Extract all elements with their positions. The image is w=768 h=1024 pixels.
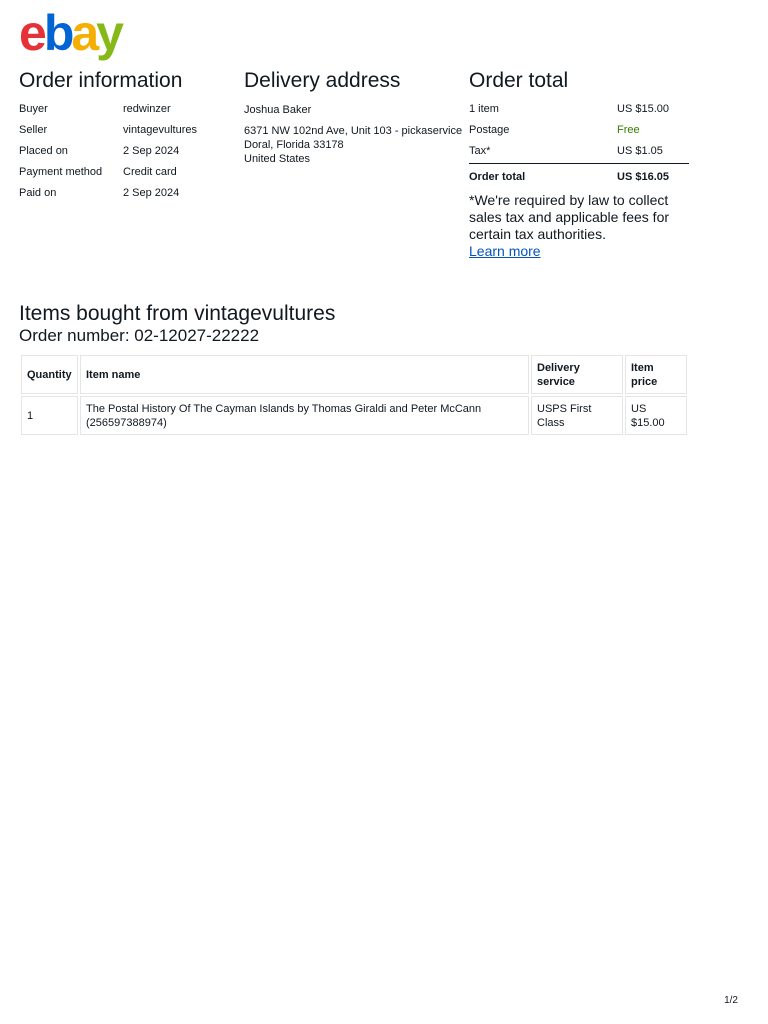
grand-total-row: Order total US $16.05 — [469, 171, 669, 183]
order-information — [19, 68, 197, 208]
order-total-heading: Order total — [469, 69, 569, 92]
info-row: Paid on 2 Sep 2024 — [19, 187, 180, 199]
delivery-address — [244, 68, 462, 166]
address-line: 6371 NW 102nd Ave, Unit 103 - pickaservice — [244, 125, 463, 137]
info-row: Seller vintagevultures — [19, 124, 197, 136]
items-title: Items bought from vintagevultures — [19, 302, 336, 325]
info-row: Payment method Credit card — [19, 166, 177, 178]
price-cell: US $15.00 — [625, 396, 687, 435]
info-row: Buyer redwinzer — [19, 103, 171, 115]
table-header-row — [21, 355, 687, 394]
total-row: 1 item US $15.00 — [469, 103, 669, 115]
ebay-logo: ebay — [19, 5, 121, 61]
table-row — [21, 396, 687, 435]
page-number: 1/2 — [724, 995, 738, 1006]
delivery-cell: USPS First Class — [531, 396, 623, 435]
tax-note: *We're required by law to collect sales tax and applicable fees for certain tax authorities. — [469, 192, 670, 242]
order-number: Order number: 02-12027-22222 — [19, 326, 260, 345]
address-line: Doral, Florida 33178 — [244, 139, 344, 151]
delivery-header: Delivery service — [531, 355, 623, 394]
address-line: United States — [244, 153, 311, 165]
items-table — [19, 353, 689, 437]
price-header: Item price — [625, 355, 687, 394]
delivery-address-heading: Delivery address — [244, 69, 401, 92]
qty-header: Quantity — [21, 355, 78, 394]
learn-more-link[interactable]: Learn more — [469, 243, 541, 259]
order-total — [469, 68, 689, 261]
qty-cell: 1 — [21, 396, 78, 435]
address-block — [244, 103, 462, 166]
recipient-name: Joshua Baker — [244, 104, 312, 116]
order-information-heading: Order information — [19, 69, 183, 92]
total-row: Postage Free — [469, 124, 640, 136]
info-row: Placed on 2 Sep 2024 — [19, 145, 180, 157]
name-header: Item name — [80, 355, 529, 394]
name-cell: The Postal History Of The Cayman Islands by Thomas Giraldi and Peter McCann (256597388974) — [80, 396, 529, 435]
total-row: Tax* US $1.05 — [469, 145, 663, 157]
